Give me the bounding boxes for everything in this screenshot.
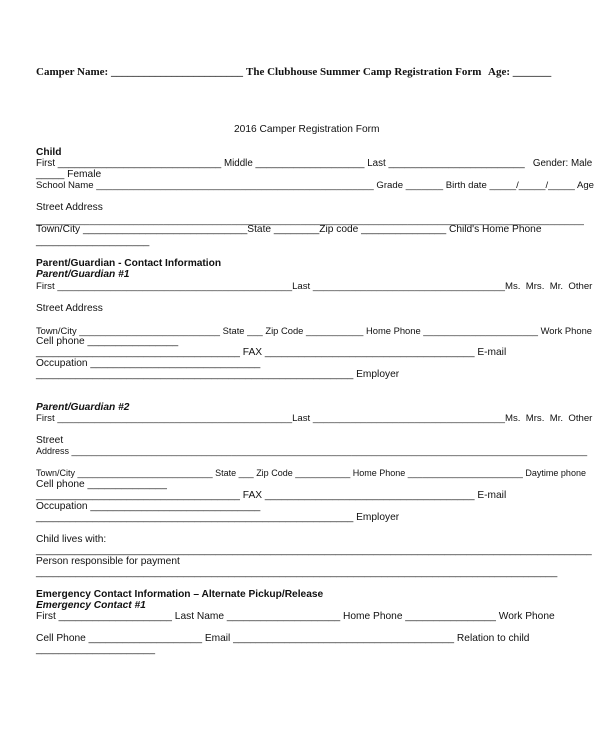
child-street-blank: ________________________________________________________________________________________________________________ [36, 215, 584, 225]
parent1-heading: Parent/Guardian #1 [36, 269, 130, 280]
emergency-relation-blank: _____________________ [36, 644, 155, 655]
child-street-label: Street Address [36, 202, 103, 213]
parent2-employer-line: ________________________________________________________ Employer [36, 512, 400, 523]
parent1-street-label: Street Address [36, 303, 103, 314]
form-subtitle: 2016 Camper Registration Form [234, 124, 380, 135]
parent2-occupation-line: Occupation ______________________________ [36, 501, 261, 512]
parent2-heading: Parent/Guardian #2 [36, 402, 130, 413]
camper-name-field: Camper Name: ________________________ [36, 66, 243, 78]
child-heading: Child [36, 147, 62, 158]
parent2-name-line: First ____________________________________________Last ____________________________________Ms. Mrs. Mr. Other [36, 413, 593, 424]
child-home-phone-blank: ____________________ [36, 236, 150, 247]
child-lives-with-blank: ______________________________________________________________________________________________________ [36, 545, 592, 556]
child-town-line: Town/City _____________________________State ________Zip code _______________ Child's Home Phone [36, 224, 542, 235]
parent1-name-line: First ____________________________________________Last ____________________________________Ms. Mrs. Mr. Other [36, 281, 593, 292]
parent2-town-line: Town/City ___________________________ State ___ Zip Code ___________ Home Phone _______________________ Daytime phone [36, 468, 586, 478]
payment-responsible-blank: ____________________________________________________________________________________________ [36, 567, 558, 578]
parent-contact-heading: Parent/Guardian - Contact Information [36, 258, 222, 269]
form-title: The Clubhouse Summer Camp Registration Form [246, 66, 482, 78]
emergency-cell-line: Cell Phone ____________________ Email _______________________________________ Relation to child [36, 633, 530, 644]
child-gender-female: _____ Female [36, 169, 102, 180]
emergency-heading: Emergency Contact Information – Alternate Pickup/Release [36, 589, 324, 600]
child-name-line: First ______________________________ Middle ____________________ Last _________________________ Gender: Male [36, 158, 593, 169]
emergency-name-line: First ____________________ Last Name ____________________ Home Phone ________________ Work Phone [36, 611, 555, 622]
age-field: Age: _______ [488, 66, 552, 78]
parent1-occupation-line: Occupation ______________________________ [36, 358, 261, 369]
payment-responsible-label: Person responsible for payment [36, 556, 180, 567]
parent2-cell-line: Cell phone ______________ [36, 479, 167, 490]
parent2-address-line: Address _______________________________________________________________________________________________________ [36, 446, 588, 456]
parent2-fax-line: ____________________________________ FAX _____________________________________ E-mail [36, 490, 507, 501]
parent2-street-label: Street [36, 435, 64, 446]
child-lives-with-label: Child lives with: [36, 534, 107, 545]
parent1-cell-line: Cell phone ________________ [36, 336, 179, 347]
parent1-fax-line: ____________________________________ FAX _____________________________________ E-mail [36, 347, 507, 358]
parent1-employer-line: ________________________________________________________ Employer [36, 369, 400, 380]
parent1-town-line: Town/City ___________________________ State ___ Zip Code ___________ Home Phone ______________________ Work Phone [36, 325, 593, 336]
child-school-line: School Name ____________________________________________________ Grade _______ Birth date _____/_____/_____ Age [36, 180, 595, 191]
emergency-contact1-heading: Emergency Contact #1 [36, 600, 146, 611]
